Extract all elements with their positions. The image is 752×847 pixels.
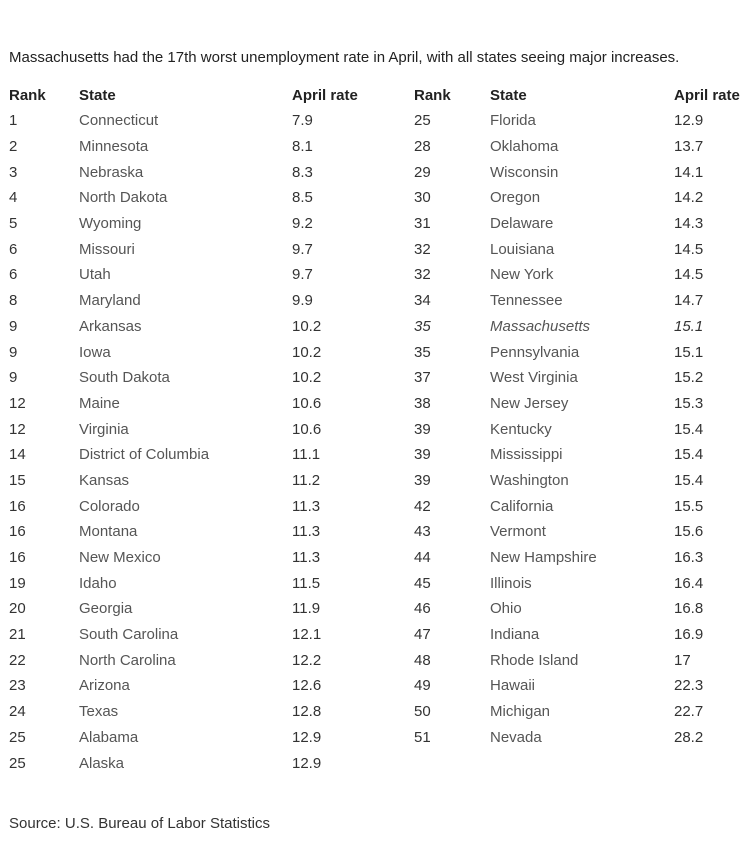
table-row xyxy=(414,262,752,288)
table-row xyxy=(9,750,392,776)
cell-rate: 13.7 xyxy=(674,138,704,156)
cell-state: Mississippi xyxy=(490,446,563,464)
cell-state: North Carolina xyxy=(79,651,176,669)
table-row xyxy=(9,647,392,673)
cell-rank: 34 xyxy=(414,292,431,310)
cell-rate: 15.4 xyxy=(674,471,704,489)
table-row xyxy=(9,468,392,494)
cell-rate: 11.3 xyxy=(292,523,321,541)
cell-rank: 32 xyxy=(414,240,431,258)
cell-rate: 14.2 xyxy=(674,189,704,207)
table-row xyxy=(414,673,752,699)
cell-state: Maine xyxy=(79,394,120,412)
table-row xyxy=(414,519,752,545)
cell-rate: 7.9 xyxy=(292,112,313,130)
cell-rank: 45 xyxy=(414,574,431,592)
intro-text: Massachusetts had the 17th worst unemployment rate in April, with all states seeing major increases. xyxy=(9,49,680,66)
table-row xyxy=(9,622,392,648)
table-row xyxy=(9,519,392,545)
cell-rate: 15.1 xyxy=(674,317,704,335)
cell-rate: 11.2 xyxy=(292,471,321,489)
cell-rank: 49 xyxy=(414,677,431,695)
table-row xyxy=(9,596,392,622)
cell-rate: 11.5 xyxy=(292,574,321,592)
cell-rate: 16.3 xyxy=(674,549,704,567)
cell-state: Georgia xyxy=(79,600,133,618)
cell-rate: 12.8 xyxy=(292,703,322,721)
cell-state: Vermont xyxy=(490,523,546,541)
table-row xyxy=(414,493,752,519)
cell-rank: 5 xyxy=(9,215,18,233)
rank-table-right xyxy=(414,85,752,750)
cell-state: Rhode Island xyxy=(490,651,579,669)
cell-rank: 39 xyxy=(414,471,431,489)
cell-rank: 9 xyxy=(9,317,18,335)
cell-state: New Jersey xyxy=(490,394,569,412)
table-row xyxy=(9,493,392,519)
cell-rank: 6 xyxy=(9,266,18,284)
cell-rank: 6 xyxy=(9,240,18,258)
cell-rate: 22.3 xyxy=(674,677,704,695)
cell-state: Kansas xyxy=(79,471,130,489)
cell-state: Michigan xyxy=(490,703,551,721)
cell-rank: 35 xyxy=(414,343,431,361)
cell-state: Arizona xyxy=(79,677,130,695)
table-row xyxy=(9,262,392,288)
table-row xyxy=(414,185,752,211)
cell-rank: 25 xyxy=(9,728,26,746)
header-rate: April rate xyxy=(674,87,740,104)
table-row xyxy=(9,134,392,160)
cell-rate: 11.3 xyxy=(292,497,321,515)
cell-state: Missouri xyxy=(79,240,135,258)
cell-rank: 50 xyxy=(414,703,431,721)
cell-rate: 10.2 xyxy=(292,317,322,335)
cell-rate: 9.7 xyxy=(292,266,313,284)
cell-state: South Carolina xyxy=(79,626,179,644)
cell-rate: 12.9 xyxy=(292,754,322,772)
cell-rank: 19 xyxy=(9,574,26,592)
cell-state: Louisiana xyxy=(490,240,555,258)
header-rank: Rank xyxy=(9,87,46,104)
cell-rank: 9 xyxy=(9,369,18,387)
cell-rank: 48 xyxy=(414,651,431,669)
table-row xyxy=(9,570,392,596)
cell-rate: 14.1 xyxy=(674,163,704,181)
cell-rank: 39 xyxy=(414,446,431,464)
table-row xyxy=(414,545,752,571)
cell-rate: 14.5 xyxy=(674,266,704,284)
cell-rate: 10.6 xyxy=(292,394,322,412)
cell-rate: 15.2 xyxy=(674,369,704,387)
cell-rate: 15.4 xyxy=(674,446,704,464)
table-row xyxy=(9,108,392,134)
cell-rank: 28 xyxy=(414,138,431,156)
cell-state: Alabama xyxy=(79,728,139,746)
cell-rate: 14.3 xyxy=(674,215,704,233)
table-row xyxy=(9,365,392,391)
cell-state: Nevada xyxy=(490,728,542,746)
header-state: State xyxy=(79,87,116,104)
cell-rate: 12.2 xyxy=(292,651,322,669)
cell-rate: 12.9 xyxy=(292,728,322,746)
cell-state: Maryland xyxy=(79,292,141,310)
cell-rank: 4 xyxy=(9,189,18,207)
cell-rate: 22.7 xyxy=(674,703,704,721)
table-row xyxy=(414,108,752,134)
table-row xyxy=(414,468,752,494)
cell-rank: 47 xyxy=(414,626,431,644)
cell-state: Kentucky xyxy=(490,420,552,438)
cell-rate: 11.3 xyxy=(292,549,321,567)
cell-state: California xyxy=(490,497,554,515)
cell-rank: 16 xyxy=(9,523,26,541)
header-rank: Rank xyxy=(414,87,451,104)
cell-rank: 16 xyxy=(9,497,26,515)
cell-rate: 28.2 xyxy=(674,728,704,746)
cell-rate: 8.5 xyxy=(292,189,313,207)
cell-state: Wyoming xyxy=(79,215,142,233)
cell-state: Indiana xyxy=(490,626,540,644)
cell-rank: 3 xyxy=(9,163,18,181)
cell-state: Tennessee xyxy=(490,292,563,310)
cell-state: Idaho xyxy=(79,574,117,592)
header-state: State xyxy=(490,87,527,104)
cell-rate: 10.2 xyxy=(292,369,322,387)
cell-state: Wisconsin xyxy=(490,163,559,181)
cell-state: Illinois xyxy=(490,574,532,592)
cell-rank: 39 xyxy=(414,420,431,438)
table-row xyxy=(414,570,752,596)
cell-rate: 14.7 xyxy=(674,292,704,310)
cell-state: Nebraska xyxy=(79,163,144,181)
cell-state: South Dakota xyxy=(79,369,170,387)
table-row xyxy=(9,725,392,751)
cell-state: Hawaii xyxy=(490,677,536,695)
cell-state: New Hampshire xyxy=(490,549,597,567)
cell-state: Texas xyxy=(79,703,119,721)
cell-rank: 12 xyxy=(9,420,26,438)
cell-rank: 9 xyxy=(9,343,18,361)
cell-state: Alaska xyxy=(79,754,125,772)
cell-rank: 22 xyxy=(9,651,26,669)
cell-rank: 15 xyxy=(9,471,26,489)
cell-state: New Mexico xyxy=(79,549,161,567)
cell-rank: 23 xyxy=(9,677,26,695)
table-row xyxy=(9,288,392,314)
cell-rank: 21 xyxy=(9,626,26,644)
cell-rank: 8 xyxy=(9,292,18,310)
cell-state: Pennsylvania xyxy=(490,343,580,361)
table-row xyxy=(9,416,392,442)
cell-rate: 15.1 xyxy=(674,343,704,361)
cell-rank: 46 xyxy=(414,600,431,618)
cell-rank: 25 xyxy=(9,754,26,772)
table-row xyxy=(414,442,752,468)
cell-rate: 8.3 xyxy=(292,163,313,181)
cell-state: Colorado xyxy=(79,497,140,515)
cell-rank: 35 xyxy=(414,317,431,335)
cell-rank: 24 xyxy=(9,703,26,721)
cell-rank: 20 xyxy=(9,600,26,618)
cell-rank: 25 xyxy=(414,112,431,130)
cell-rate: 17 xyxy=(674,651,691,669)
cell-state: West Virginia xyxy=(490,369,578,387)
cell-rank: 38 xyxy=(414,394,431,412)
cell-rate: 10.2 xyxy=(292,343,322,361)
cell-rate: 9.2 xyxy=(292,215,313,233)
table-row xyxy=(414,647,752,673)
table-row xyxy=(414,339,752,365)
cell-rate: 15.5 xyxy=(674,497,704,515)
cell-state: Utah xyxy=(79,266,111,284)
table-row xyxy=(414,365,752,391)
table-row xyxy=(414,596,752,622)
cell-state: Iowa xyxy=(79,343,111,361)
cell-rank: 42 xyxy=(414,497,431,515)
table-row xyxy=(9,211,392,237)
cell-state: District of Columbia xyxy=(79,446,210,464)
cell-rank: 43 xyxy=(414,523,431,541)
cell-rank: 1 xyxy=(9,112,18,130)
cell-rank: 37 xyxy=(414,369,431,387)
cell-rate: 12.6 xyxy=(292,677,322,695)
table-row xyxy=(414,622,752,648)
table-row xyxy=(414,211,752,237)
cell-rank: 30 xyxy=(414,189,431,207)
table-row xyxy=(9,339,392,365)
cell-rank: 44 xyxy=(414,549,431,567)
rank-table-left xyxy=(9,85,392,776)
cell-rate: 8.1 xyxy=(292,138,313,156)
table-row xyxy=(9,185,392,211)
cell-state: North Dakota xyxy=(79,189,168,207)
cell-rank: 32 xyxy=(414,266,431,284)
cell-state: Ohio xyxy=(490,600,522,618)
table-row xyxy=(414,236,752,262)
cell-rate: 15.6 xyxy=(674,523,704,541)
table-row xyxy=(9,391,392,417)
table-row xyxy=(9,699,392,725)
cell-state: Washington xyxy=(490,471,569,489)
table-row xyxy=(9,236,392,262)
table-row xyxy=(414,699,752,725)
cell-rank: 51 xyxy=(414,728,431,746)
cell-state: Oklahoma xyxy=(490,138,559,156)
table-row xyxy=(9,314,392,340)
table-row xyxy=(414,134,752,160)
cell-state: Florida xyxy=(490,112,536,130)
table-row xyxy=(414,416,752,442)
cell-rate: 12.1 xyxy=(292,626,322,644)
table-row xyxy=(9,442,392,468)
cell-rate: 11.9 xyxy=(292,600,321,618)
cell-state: Arkansas xyxy=(79,317,142,335)
cell-state: Virginia xyxy=(79,420,129,438)
cell-state: Oregon xyxy=(490,189,541,207)
cell-rate: 9.7 xyxy=(292,240,313,258)
table-header xyxy=(9,85,392,104)
cell-rate: 11.1 xyxy=(292,446,321,464)
table-row xyxy=(9,159,392,185)
cell-state: Minnesota xyxy=(79,138,149,156)
table-row xyxy=(414,288,752,314)
cell-rate: 10.6 xyxy=(292,420,322,438)
cell-rate: 12.9 xyxy=(674,112,704,130)
cell-state: Montana xyxy=(79,523,138,541)
table-body xyxy=(9,108,392,776)
source-note: Source: U.S. Bureau of Labor Statistics xyxy=(9,815,270,832)
cell-state: Connecticut xyxy=(79,112,159,130)
cell-state: Massachusetts xyxy=(490,317,591,335)
cell-rate: 16.4 xyxy=(674,574,704,592)
table-body xyxy=(414,108,752,750)
table-row xyxy=(414,159,752,185)
cell-rate: 15.3 xyxy=(674,394,704,412)
table-header xyxy=(414,85,752,104)
table-row-highlighted xyxy=(414,314,752,340)
cell-rate: 9.9 xyxy=(292,292,313,310)
table-row xyxy=(9,545,392,571)
cell-rank: 16 xyxy=(9,549,26,567)
cell-rank: 14 xyxy=(9,446,26,464)
table-row xyxy=(9,673,392,699)
cell-rank: 31 xyxy=(414,215,431,233)
cell-state: Delaware xyxy=(490,215,554,233)
cell-rank: 12 xyxy=(9,394,26,412)
cell-rate: 16.9 xyxy=(674,626,704,644)
cell-state: New York xyxy=(490,266,554,284)
table-row xyxy=(414,391,752,417)
header-rate: April rate xyxy=(292,87,358,104)
cell-rate: 15.4 xyxy=(674,420,704,438)
cell-rank: 29 xyxy=(414,163,431,181)
cell-rank: 2 xyxy=(9,138,18,156)
cell-rate: 14.5 xyxy=(674,240,704,258)
table-row xyxy=(414,725,752,751)
cell-rate: 16.8 xyxy=(674,600,704,618)
